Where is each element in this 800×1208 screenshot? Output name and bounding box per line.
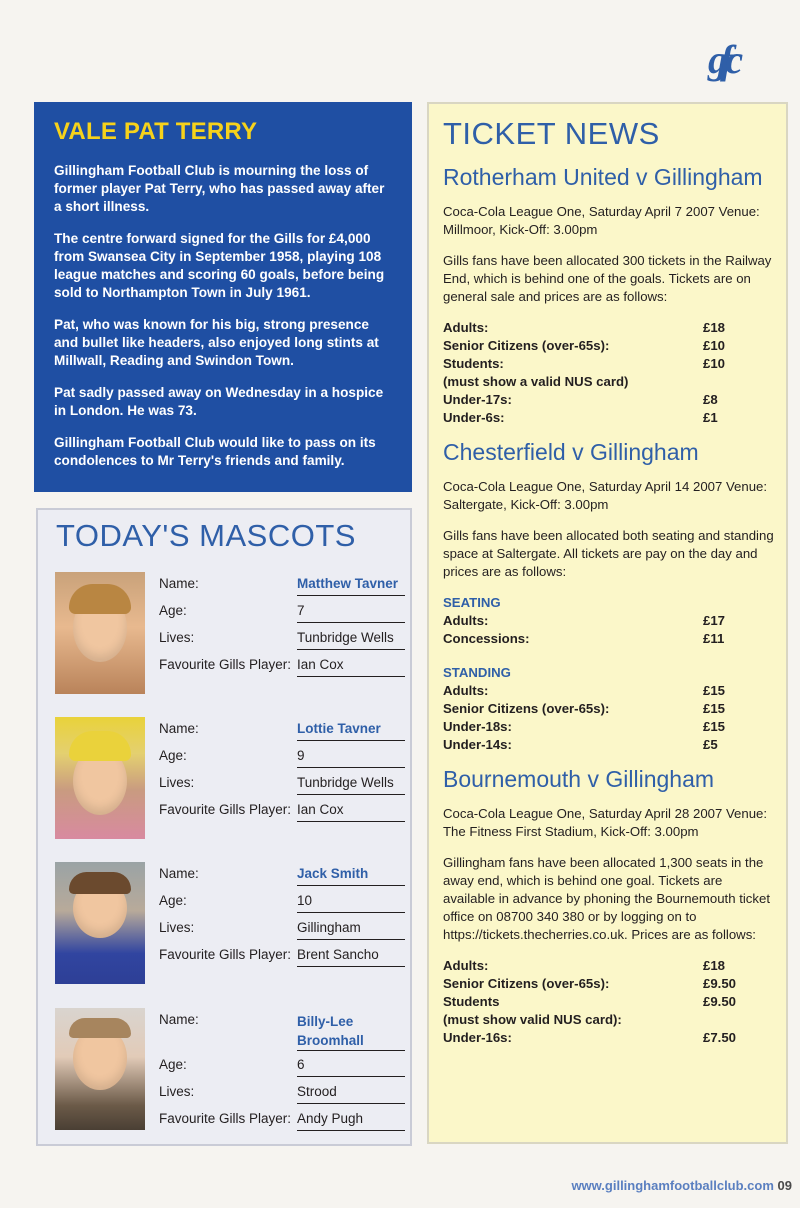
price-row: Adults: £18 [443, 320, 726, 335]
age-label: Age: [159, 1057, 187, 1072]
match-details: Coca-Cola League One, Saturday April 14 2007 Venue: Saltergate, Kick-Off: 3.00pm [443, 479, 768, 512]
price-row: Under-16s: £7.50 [443, 1030, 737, 1045]
mascot-player: Andy Pugh [297, 1111, 405, 1131]
lives-label: Lives: [159, 1084, 195, 1099]
match-details: Coca-Cola League One, Saturday April 28 2007 Venue: The Fitness First Stadium, Kick-Off: 3.00pm [443, 806, 768, 839]
match-details: Coca-Cola League One, Saturday April 7 2007 Venue: Millmoor, Kick-Off: 3.00pm [443, 204, 760, 237]
mascot-name: Jack Smith [297, 866, 405, 886]
price-row: Adults: £18 [443, 958, 726, 973]
tribute-title: VALE PAT TERRY [54, 118, 258, 145]
mascots-title: TODAY'S MASCOTS [56, 518, 356, 553]
price-row: Under-6s: £1 [443, 410, 718, 425]
lives-label: Lives: [159, 630, 195, 645]
lives-label: Lives: [159, 775, 195, 790]
page-number: 09 [777, 1178, 792, 1193]
mascot-card [53, 1008, 403, 1138]
mascot-photo [55, 862, 145, 984]
mascot-age: 9 [297, 748, 405, 768]
mascot-photo [55, 1008, 145, 1130]
price-row: Senior Citizens (over-65s): £9.50 [443, 976, 737, 991]
match-heading: Rotherham United v Gillingham [443, 164, 763, 190]
mascot-player: Ian Cox [297, 657, 405, 677]
match-heading: Bournemouth v Gillingham [443, 766, 715, 792]
mascot-card [53, 717, 403, 847]
mascot-lives: Tunbridge Wells [297, 630, 405, 650]
match-info: Gills fans have been allocated both seating and standing space at Saltergate. All tickets are pay on the day and prices are as follows: [443, 528, 774, 579]
mascot-age: 7 [297, 603, 405, 623]
player-label: Favourite Gills Player: [159, 802, 292, 817]
age-label: Age: [159, 748, 187, 763]
price-row: Senior Citizens (over-65s): £10 [443, 338, 726, 353]
price-row: Students: £10 [443, 356, 726, 371]
name-label: Name: [159, 721, 199, 736]
price-row: (must show a valid NUS card) [443, 374, 629, 389]
mascot-lives: Strood [297, 1084, 405, 1104]
price-row: Adults: £15 [443, 683, 726, 698]
standing-label: STANDING [443, 665, 511, 680]
player-label: Favourite Gills Player: [159, 657, 292, 672]
mascot-name [297, 1012, 405, 1051]
player-label: Favourite Gills Player: [159, 947, 292, 962]
tribute-paragraph: Gillingham Football Club would like to pass on its condolences to Mr Terry's friends and family. [54, 435, 376, 468]
mascot-lives: Gillingham [297, 920, 405, 940]
club-logo: gfc [708, 37, 736, 82]
footer-url[interactable]: www.gillinghamfootballclub.com [571, 1178, 774, 1193]
match-heading: Chesterfield v Gillingham [443, 439, 699, 465]
mascot-photo [55, 717, 145, 839]
price-row: Under-18s: £15 [443, 719, 726, 734]
mascot-name: Lottie Tavner [297, 721, 405, 741]
mascot-age: 10 [297, 893, 405, 913]
price-row: Adults: £17 [443, 613, 726, 628]
price-row: Concessions: £11 [443, 631, 725, 646]
lives-label: Lives: [159, 920, 195, 935]
tribute-paragraph: Pat sadly passed away on Wednesday in a hospice in London. He was 73. [54, 385, 384, 418]
mascot-photo [55, 572, 145, 694]
mascots-panel [36, 508, 412, 1146]
mascot-card [53, 862, 403, 992]
price-list [443, 957, 774, 1047]
age-label: Age: [159, 893, 187, 908]
page-footer [571, 1178, 792, 1193]
seating-label: SEATING [443, 595, 501, 610]
tribute-paragraph: The centre forward signed for the Gills for £4,000 from Swansea City in September 1958, playing 108 league matches and scoring 60 goals, before being sold to Northampton Town in July 1961. [54, 231, 385, 300]
mascot-name-last: Broomhall [297, 1033, 364, 1048]
mascot-card [53, 572, 403, 702]
price-row: Under-14s: £5 [443, 737, 718, 752]
name-label: Name: [159, 866, 199, 881]
price-row: Under-17s: £8 [443, 392, 718, 407]
mascot-age: 6 [297, 1057, 405, 1077]
price-list [443, 319, 774, 427]
ticket-news-panel [427, 102, 788, 1144]
tribute-paragraph: Pat, who was known for his big, strong presence and bullet like headers, also enjoyed long stints at Millwall, Reading and Swindon Town. [54, 317, 379, 368]
match-info: Gills fans have been allocated 300 tickets in the Railway End, which is behind one of the goals. Tickets are on general sale and prices are as follows: [443, 253, 772, 304]
name-label: Name: [159, 576, 199, 591]
price-list [443, 594, 774, 754]
tribute-paragraph: Gillingham Football Club is mourning the loss of former player Pat Terry, who has passed away after a short illness. [54, 163, 385, 214]
name-label: Name: [159, 1012, 199, 1027]
mascot-name-first: Billy-Lee [297, 1014, 354, 1029]
price-row: Senior Citizens (over-65s): £15 [443, 701, 726, 716]
price-row: Students £9.50 [443, 994, 737, 1009]
price-row: (must show valid NUS card): [443, 1012, 622, 1027]
mascot-lives: Tunbridge Wells [297, 775, 405, 795]
mascot-player: Brent Sancho [297, 947, 405, 967]
tribute-panel [34, 102, 412, 492]
player-label: Favourite Gills Player: [159, 1111, 292, 1126]
mascot-player: Ian Cox [297, 802, 405, 822]
age-label: Age: [159, 603, 187, 618]
ticket-news-title: TICKET NEWS [443, 116, 660, 151]
match-info: Gillingham fans have been allocated 1,300 seats in the away end, which is behind one goal. Tickets are available in advance by phoning the Bournemouth ticket office on 08700 340 380 or by logging on to https://tickets.thecherries.co.uk. Prices are as follows: [443, 855, 770, 942]
mascot-name: Matthew Tavner [297, 576, 405, 596]
